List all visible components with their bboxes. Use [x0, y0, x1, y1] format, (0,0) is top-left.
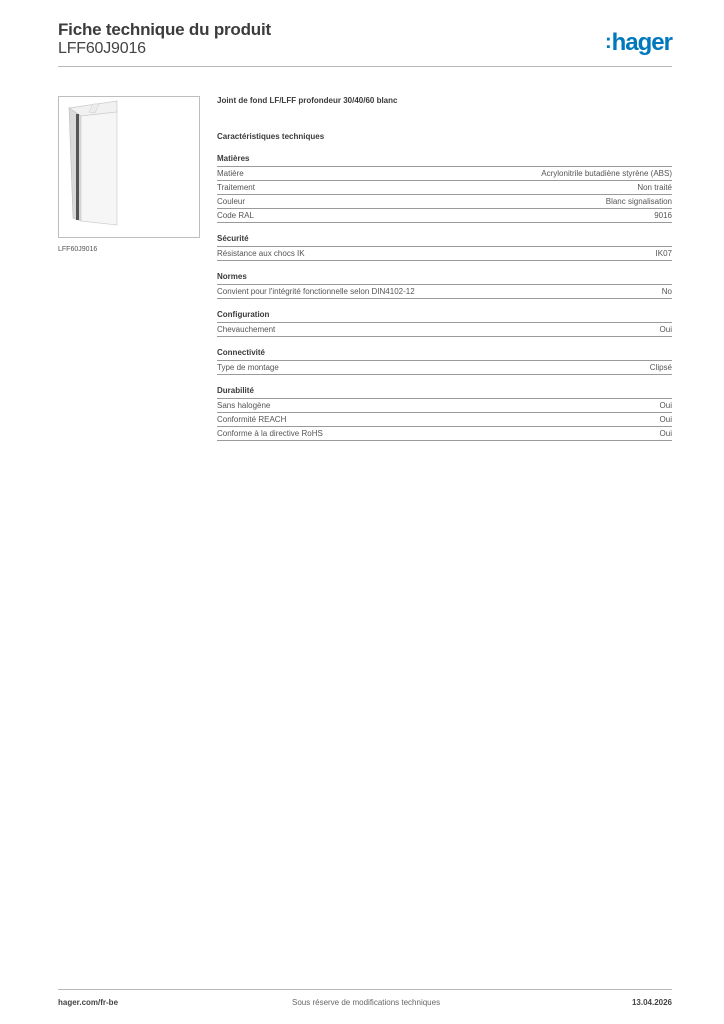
spec-row: [217, 399, 672, 413]
footer-website-link[interactable]: hager.com/fr-be: [58, 998, 119, 1007]
spec-value: Oui: [659, 325, 672, 334]
spec-value: 9016: [654, 211, 672, 220]
footer-date: 13.04.2026: [631, 998, 672, 1007]
section-title: Durabilité: [217, 386, 672, 399]
spec-value: Blanc signalisation: [605, 197, 672, 206]
section-title: Configuration: [217, 310, 672, 323]
spec-row: [217, 427, 672, 441]
spec-value: Clipsé: [649, 363, 672, 372]
product-code: LFF60J9016: [58, 40, 146, 57]
hager-logo: [605, 29, 672, 57]
spec-row: [217, 209, 672, 223]
spec-label: Chevauchement: [217, 325, 276, 334]
spec-row: [217, 181, 672, 195]
product-illustration-icon: [59, 97, 199, 237]
spec-row: [217, 413, 672, 427]
spec-row: [217, 323, 672, 337]
spec-value: Acrylonitrile butadiène styrène (ABS): [541, 169, 672, 178]
spec-value: No: [661, 287, 672, 296]
spec-group-normes: [217, 272, 672, 299]
page-title: Fiche technique du produit: [58, 20, 271, 39]
spec-value: Oui: [659, 401, 672, 410]
spec-heading: Caractéristiques techniques: [217, 132, 325, 141]
spec-label: Conforme à la directive RoHS: [217, 429, 323, 438]
section-title: Normes: [217, 272, 672, 285]
spec-label: Sans halogène: [217, 401, 271, 410]
header-divider: [58, 66, 672, 67]
spec-row: [217, 167, 672, 181]
spec-label: Couleur: [217, 197, 246, 206]
spec-value: IK07: [655, 249, 672, 258]
section-title: Sécurité: [217, 234, 672, 247]
spec-label: Code RAL: [217, 211, 254, 220]
spec-label: Convient pour l'intégrité fonctionnelle selon DIN4102-12: [217, 287, 415, 296]
product-image: [58, 96, 200, 238]
spec-row: [217, 195, 672, 209]
section-title: Matières: [217, 154, 672, 167]
spec-row: [217, 361, 672, 375]
footer-divider: [58, 989, 672, 990]
spec-label: Type de montage: [217, 363, 279, 372]
spec-group-connectivite: [217, 348, 672, 375]
spec-group-securite: [217, 234, 672, 261]
spec-row: [217, 285, 672, 299]
spec-value: Non traité: [637, 183, 672, 192]
spec-value: Oui: [659, 415, 672, 424]
spec-label: Conformité REACH: [217, 415, 287, 424]
spec-group-configuration: [217, 310, 672, 337]
footer-disclaimer: Sous réserve de modifications techniques: [292, 998, 441, 1007]
product-image-caption: LFF60J9016: [58, 246, 98, 253]
product-description: Joint de fond LF/LFF profondeur 30/40/60 blanc: [217, 96, 398, 105]
spec-row: [217, 247, 672, 261]
spec-content: [217, 96, 672, 452]
logo-dots-icon: :: [604, 31, 611, 53]
spec-label: Résistance aux chocs IK: [217, 249, 305, 258]
spec-group-matieres: [217, 154, 672, 223]
section-title: Connectivité: [217, 348, 672, 361]
logo-text: hager: [611, 29, 672, 56]
spec-label: Traitement: [217, 183, 255, 192]
spec-group-durabilite: [217, 386, 672, 441]
spec-value: Oui: [659, 429, 672, 438]
spec-label: Matière: [217, 169, 244, 178]
